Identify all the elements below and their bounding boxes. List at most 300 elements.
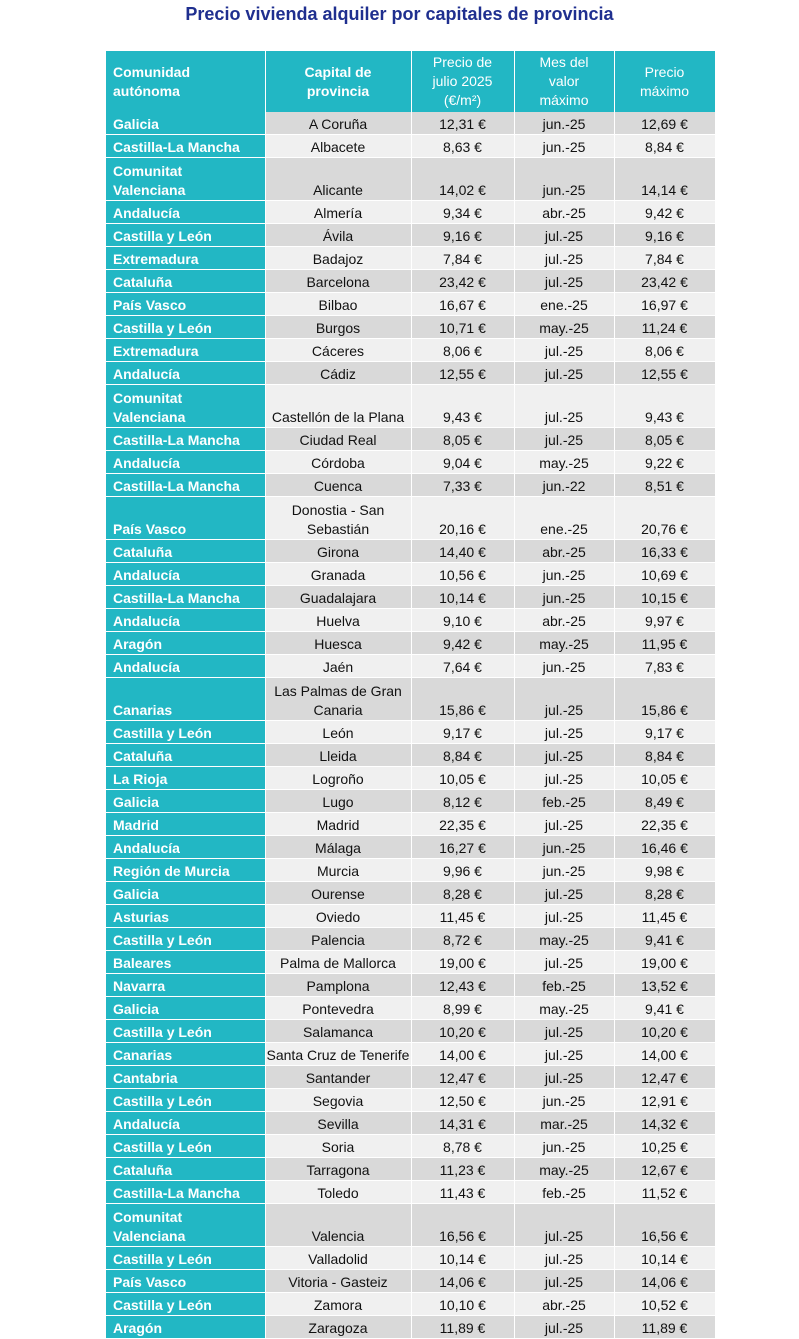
capital-line: Santa Cruz de Tenerife (266, 1047, 410, 1063)
comunidad-line: La Rioja (113, 771, 168, 787)
cell-comunidad (106, 1181, 265, 1204)
cell-comunidad (106, 224, 265, 247)
cell-precio: 20,16 € (411, 497, 514, 540)
capital-line: Sevilla (317, 1116, 359, 1132)
table-row (106, 1293, 715, 1316)
capital-line: Cádiz (320, 366, 356, 382)
cell-precio: 8,78 € (411, 1135, 514, 1158)
cell-precio: 11,89 € (411, 1316, 514, 1339)
capital-line: Girona (316, 544, 360, 560)
cell-maximo: 9,43 € (614, 385, 715, 428)
capital-line: Alicante (313, 182, 363, 198)
cell-capital (265, 859, 411, 882)
header-capital (265, 51, 411, 112)
capital-line: Valladolid (308, 1251, 368, 1267)
comunidad-line: Navarra (113, 978, 166, 994)
cell-precio: 10,14 € (411, 1247, 514, 1270)
cell-precio: 9,17 € (411, 721, 514, 744)
capital-line: Zamora (313, 1297, 363, 1313)
table-row (106, 609, 715, 632)
header-precio (411, 51, 514, 112)
cell-mes: jun.-25 (514, 1135, 614, 1158)
table-row (106, 882, 715, 905)
cell-capital (265, 224, 411, 247)
comunidad-line: Castilla y León (113, 1024, 212, 1040)
cell-precio: 16,67 € (411, 293, 514, 316)
table-row (106, 859, 715, 882)
table-row (106, 158, 715, 201)
comunidad-line: Cataluña (113, 1162, 173, 1178)
cell-mes: jun.-25 (514, 1089, 614, 1112)
comunidad-line: Aragón (113, 1320, 162, 1336)
cell-comunidad (106, 339, 265, 362)
comunidad-line: Galicia (113, 794, 159, 810)
table-row (106, 1135, 715, 1158)
cell-capital (265, 1089, 411, 1112)
table-row (106, 721, 715, 744)
capital-line: León (322, 725, 354, 741)
capital-line: Castellón de la Plana (271, 409, 405, 425)
cell-maximo: 23,42 € (614, 270, 715, 293)
cell-comunidad (106, 293, 265, 316)
cell-precio: 14,31 € (411, 1112, 514, 1135)
cell-mes: jun.-25 (514, 586, 614, 609)
table-row (106, 997, 715, 1020)
table-row (106, 201, 715, 224)
capital-line: Donostia - San (291, 502, 385, 518)
cell-precio: 12,31 € (411, 112, 514, 135)
cell-comunidad (106, 112, 265, 135)
header-line: julio 2025 (432, 73, 493, 89)
comunidad-line: Comunitat (113, 390, 183, 406)
comunidad-line: Región de Murcia (113, 863, 230, 879)
comunidad-line: Castilla-La Mancha (113, 478, 240, 494)
capital-line: Canaria (313, 702, 363, 718)
cell-capital (265, 905, 411, 928)
cell-comunidad (106, 813, 265, 836)
cell-mes: jun.-25 (514, 112, 614, 135)
cell-comunidad (106, 451, 265, 474)
cell-precio: 15,86 € (411, 678, 514, 721)
table-row (106, 678, 715, 721)
cell-maximo: 10,25 € (614, 1135, 715, 1158)
cell-mes: jul.-25 (514, 813, 614, 836)
header-line: Capital de (304, 63, 372, 80)
comunidad-line: Castilla y León (113, 1139, 212, 1155)
capital-line: Oviedo (315, 909, 361, 925)
cell-maximo: 16,97 € (614, 293, 715, 316)
cell-maximo: 9,41 € (614, 997, 715, 1020)
cell-capital (265, 247, 411, 270)
cell-comunidad (106, 497, 265, 540)
cell-mes: feb.-25 (514, 790, 614, 813)
table-row (106, 905, 715, 928)
cell-comunidad (106, 1043, 265, 1066)
cell-maximo: 10,69 € (614, 563, 715, 586)
cell-maximo: 8,05 € (614, 428, 715, 451)
table-row (106, 1316, 715, 1339)
cell-precio: 12,50 € (411, 1089, 514, 1112)
cell-mes: may.-25 (514, 316, 614, 339)
cell-comunidad (106, 1112, 265, 1135)
capital-line: Albacete (310, 139, 366, 155)
cell-mes: jul.-25 (514, 428, 614, 451)
comunidad-line: Castilla y León (113, 1093, 212, 1109)
cell-precio: 7,64 € (411, 655, 514, 678)
header-line: provincia (306, 82, 370, 99)
cell-comunidad (106, 1158, 265, 1181)
cell-comunidad (106, 721, 265, 744)
cell-maximo: 11,52 € (614, 1181, 715, 1204)
comunidad-line: Andalucía (113, 840, 180, 856)
cell-maximo: 8,28 € (614, 882, 715, 905)
table-row (106, 112, 715, 135)
cell-capital (265, 632, 411, 655)
capital-line: Segovia (312, 1093, 364, 1109)
cell-capital (265, 474, 411, 497)
cell-capital (265, 1316, 411, 1339)
header-line: valor (548, 73, 580, 89)
cell-precio: 8,63 € (411, 135, 514, 158)
cell-maximo: 11,45 € (614, 905, 715, 928)
cell-precio: 16,56 € (411, 1204, 514, 1247)
cell-precio: 9,42 € (411, 632, 514, 655)
cell-capital (265, 316, 411, 339)
cell-mes: jul.-25 (514, 339, 614, 362)
cell-precio: 9,04 € (411, 451, 514, 474)
cell-mes: jun.-25 (514, 836, 614, 859)
comunidad-line: Andalucía (113, 567, 180, 583)
header-line: Precio de (432, 54, 493, 70)
comunidad-line: Aragón (113, 636, 162, 652)
table-row (106, 428, 715, 451)
cell-comunidad (106, 247, 265, 270)
cell-maximo: 12,55 € (614, 362, 715, 385)
cell-capital (265, 135, 411, 158)
cell-mes: jul.-25 (514, 744, 614, 767)
cell-maximo: 16,46 € (614, 836, 715, 859)
capital-line: A Coruña (308, 116, 368, 132)
cell-comunidad (106, 586, 265, 609)
cell-precio: 10,10 € (411, 1293, 514, 1316)
cell-comunidad (106, 563, 265, 586)
header-line: máximo (639, 82, 689, 99)
cell-comunidad (106, 1293, 265, 1316)
comunidad-line: Andalucía (113, 205, 180, 221)
table-row (106, 632, 715, 655)
cell-precio: 14,06 € (411, 1270, 514, 1293)
comunidad-line: Castilla y León (113, 1297, 212, 1313)
cell-comunidad (106, 974, 265, 997)
table-row (106, 540, 715, 563)
cell-capital (265, 586, 411, 609)
cell-precio: 11,45 € (411, 905, 514, 928)
comunidad-line: Castilla-La Mancha (113, 1185, 240, 1201)
capital-line: Huesca (314, 636, 362, 652)
cell-mes: jun.-25 (514, 859, 614, 882)
cell-precio: 7,84 € (411, 247, 514, 270)
cell-comunidad (106, 836, 265, 859)
cell-capital (265, 609, 411, 632)
table-row (106, 293, 715, 316)
cell-mes: may.-25 (514, 451, 614, 474)
table-row (106, 928, 715, 951)
capital-line: Zaragoza (308, 1320, 368, 1336)
table-row (106, 1089, 715, 1112)
cell-maximo: 9,22 € (614, 451, 715, 474)
cell-comunidad (106, 905, 265, 928)
cell-maximo: 10,20 € (614, 1020, 715, 1043)
cell-capital (265, 270, 411, 293)
table-header-row (106, 51, 715, 112)
cell-capital (265, 655, 411, 678)
cell-comunidad (106, 655, 265, 678)
capital-line: Córdoba (311, 455, 365, 471)
cell-maximo: 14,00 € (614, 1043, 715, 1066)
cell-precio: 10,14 € (411, 586, 514, 609)
table-row (106, 135, 715, 158)
cell-mes: jul.-25 (514, 767, 614, 790)
table-row (106, 497, 715, 540)
cell-mes: jul.-25 (514, 1247, 614, 1270)
comunidad-line: Andalucía (113, 613, 180, 629)
cell-comunidad (106, 270, 265, 293)
capital-line: Valencia (311, 1228, 365, 1244)
cell-mes: jul.-25 (514, 270, 614, 293)
cell-capital (265, 744, 411, 767)
table-row (106, 655, 715, 678)
cell-comunidad (106, 158, 265, 201)
capital-line: Palma de Mallorca (280, 955, 396, 971)
comunidad-line: Castilla-La Mancha (113, 432, 240, 448)
cell-maximo: 10,14 € (614, 1247, 715, 1270)
table-row (106, 385, 715, 428)
cell-maximo: 11,95 € (614, 632, 715, 655)
cell-mes: ene.-25 (514, 293, 614, 316)
cell-maximo: 12,69 € (614, 112, 715, 135)
capital-line: Sebastián (306, 521, 370, 537)
cell-capital (265, 678, 411, 721)
table-row (106, 1158, 715, 1181)
cell-mes: may.-25 (514, 928, 614, 951)
cell-capital (265, 293, 411, 316)
cell-capital (265, 813, 411, 836)
cell-comunidad (106, 951, 265, 974)
cell-maximo: 8,49 € (614, 790, 715, 813)
cell-precio: 12,47 € (411, 1066, 514, 1089)
cell-precio: 23,42 € (411, 270, 514, 293)
cell-mes: may.-25 (514, 1158, 614, 1181)
comunidad-line: Comunitat (113, 1209, 183, 1225)
cell-maximo: 13,52 € (614, 974, 715, 997)
cell-maximo: 8,84 € (614, 744, 715, 767)
capital-line: Tarragona (306, 1162, 370, 1178)
cell-capital (265, 836, 411, 859)
cell-mes: may.-25 (514, 632, 614, 655)
table-row (106, 270, 715, 293)
comunidad-line: Castilla-La Mancha (113, 590, 240, 606)
cell-comunidad (106, 928, 265, 951)
cell-maximo: 16,56 € (614, 1204, 715, 1247)
capital-line: Pamplona (306, 978, 370, 994)
cell-precio: 12,43 € (411, 974, 514, 997)
cell-comunidad (106, 1247, 265, 1270)
capital-line: Badajoz (312, 251, 364, 267)
cell-mes: jul.-25 (514, 385, 614, 428)
table-row (106, 1270, 715, 1293)
cell-precio: 9,10 € (411, 609, 514, 632)
cell-mes: jul.-25 (514, 1020, 614, 1043)
cell-precio: 8,84 € (411, 744, 514, 767)
cell-precio: 11,43 € (411, 1181, 514, 1204)
comunidad-line: Canarias (113, 1047, 173, 1063)
comunidad-line: Cataluña (113, 544, 173, 560)
cell-mes: jul.-25 (514, 1270, 614, 1293)
cell-precio: 10,71 € (411, 316, 514, 339)
comunidad-line: Castilla y León (113, 320, 212, 336)
cell-capital (265, 385, 411, 428)
table-row (106, 951, 715, 974)
comunidad-line: Cantabria (113, 1070, 178, 1086)
cell-comunidad (106, 1066, 265, 1089)
header-line: autónoma (113, 82, 180, 99)
cell-capital (265, 201, 411, 224)
cell-precio: 8,12 € (411, 790, 514, 813)
comunidad-line: Valenciana (113, 409, 186, 425)
comunidad-line: Asturias (113, 909, 170, 925)
cell-capital (265, 1135, 411, 1158)
cell-capital (265, 1043, 411, 1066)
cell-mes: jul.-25 (514, 905, 614, 928)
cell-comunidad (106, 859, 265, 882)
table-row (106, 451, 715, 474)
cell-precio: 10,05 € (411, 767, 514, 790)
table-row (106, 474, 715, 497)
comunidad-line: Valenciana (113, 182, 186, 198)
cell-maximo: 10,05 € (614, 767, 715, 790)
cell-comunidad (106, 790, 265, 813)
cell-maximo: 12,91 € (614, 1089, 715, 1112)
cell-capital (265, 1158, 411, 1181)
cell-comunidad (106, 385, 265, 428)
capital-line: Lugo (322, 794, 354, 810)
capital-line: Huelva (316, 613, 360, 629)
cell-capital (265, 158, 411, 201)
cell-comunidad (106, 201, 265, 224)
table-body (106, 112, 715, 1339)
cell-precio: 8,06 € (411, 339, 514, 362)
cell-mes: jul.-25 (514, 1204, 614, 1247)
header-mes (514, 51, 614, 112)
cell-capital (265, 1066, 411, 1089)
capital-line: Logroño (312, 771, 364, 787)
comunidad-line: Castilla y León (113, 932, 212, 948)
cell-mes: jun.-25 (514, 563, 614, 586)
cell-precio: 9,16 € (411, 224, 514, 247)
cell-mes: jun.-25 (514, 158, 614, 201)
cell-capital (265, 997, 411, 1020)
cell-precio: 9,34 € (411, 201, 514, 224)
cell-comunidad (106, 316, 265, 339)
cell-precio: 10,56 € (411, 563, 514, 586)
cell-precio: 14,40 € (411, 540, 514, 563)
table-row (106, 744, 715, 767)
capital-line: Cuenca (313, 478, 363, 494)
cell-mes: feb.-25 (514, 974, 614, 997)
cell-comunidad (106, 882, 265, 905)
cell-comunidad (106, 362, 265, 385)
cell-maximo: 9,42 € (614, 201, 715, 224)
cell-precio: 12,55 € (411, 362, 514, 385)
comunidad-line: Cataluña (113, 274, 173, 290)
comunidad-line: Galicia (113, 886, 159, 902)
table-row (106, 1247, 715, 1270)
cell-capital (265, 974, 411, 997)
table-row (106, 790, 715, 813)
cell-mes: jun.-25 (514, 655, 614, 678)
cell-mes: abr.-25 (514, 201, 614, 224)
cell-mes: mar.-25 (514, 1112, 614, 1135)
cell-maximo: 19,00 € (614, 951, 715, 974)
table-row (106, 1043, 715, 1066)
cell-capital (265, 1020, 411, 1043)
cell-maximo: 12,67 € (614, 1158, 715, 1181)
cell-precio: 16,27 € (411, 836, 514, 859)
cell-maximo: 9,97 € (614, 609, 715, 632)
cell-mes: jun.-25 (514, 135, 614, 158)
cell-precio: 8,72 € (411, 928, 514, 951)
cell-precio: 19,00 € (411, 951, 514, 974)
capital-line: Granada (310, 567, 366, 583)
table-row (106, 563, 715, 586)
capital-line: Murcia (316, 863, 359, 879)
header-comunidad (106, 51, 265, 112)
cell-capital (265, 1112, 411, 1135)
cell-comunidad (106, 1316, 265, 1339)
capital-line: Salamanca (302, 1024, 374, 1040)
cell-precio: 9,43 € (411, 385, 514, 428)
capital-line: Ciudad Real (299, 432, 377, 448)
cell-comunidad (106, 1135, 265, 1158)
comunidad-line: Valenciana (113, 1228, 186, 1244)
cell-precio: 11,23 € (411, 1158, 514, 1181)
cell-mes: jul.-25 (514, 362, 614, 385)
table-row (106, 813, 715, 836)
table-row (106, 339, 715, 362)
comunidad-line: Galicia (113, 1001, 159, 1017)
cell-precio: 7,33 € (411, 474, 514, 497)
cell-capital (265, 1293, 411, 1316)
comunidad-line: Andalucía (113, 366, 180, 382)
table-row (106, 247, 715, 270)
cell-comunidad (106, 428, 265, 451)
cell-comunidad (106, 744, 265, 767)
cell-maximo: 10,15 € (614, 586, 715, 609)
cell-capital (265, 1204, 411, 1247)
header-line: Precio (644, 63, 685, 80)
capital-line: Soria (321, 1139, 355, 1155)
comunidad-line: País Vasco (113, 521, 187, 537)
table-row (106, 836, 715, 859)
header-maximo (614, 51, 715, 112)
cell-mes: abr.-25 (514, 1293, 614, 1316)
cell-capital (265, 451, 411, 474)
comunidad-line: País Vasco (113, 1274, 187, 1290)
cell-comunidad (106, 767, 265, 790)
comunidad-line: Castilla y León (113, 725, 212, 741)
cell-mes: jul.-25 (514, 721, 614, 744)
comunidad-line: Andalucía (113, 659, 180, 675)
